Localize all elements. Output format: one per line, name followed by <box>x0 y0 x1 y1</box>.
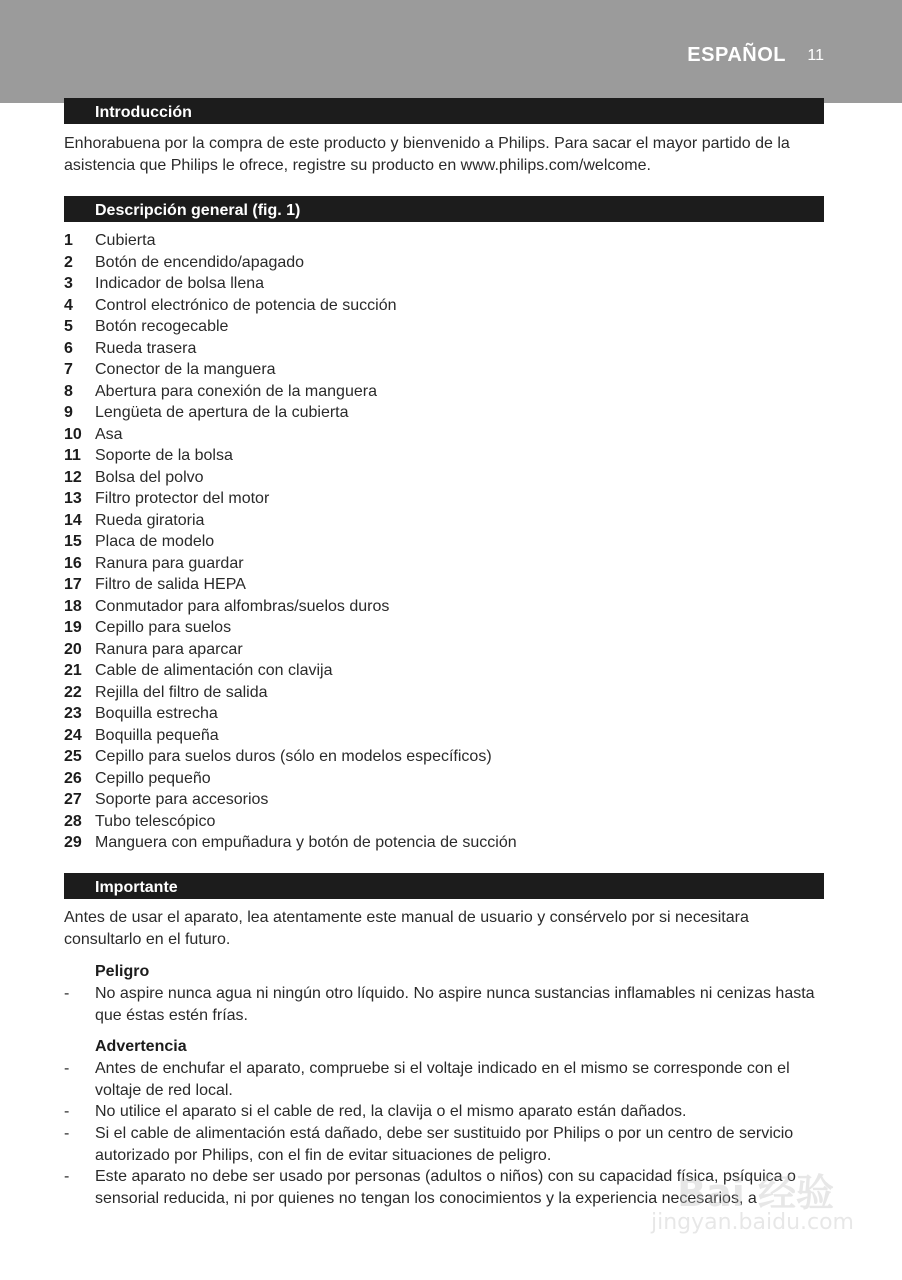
bullet-dash: - <box>64 1060 70 1077</box>
section-title-introduccion: Introducción <box>64 98 824 124</box>
list-item-label: Manguera con empuñadura y botón de potencia de succión <box>95 834 517 851</box>
list-item-label: Rueda trasera <box>95 339 197 357</box>
list-item-number: 27 <box>64 791 82 808</box>
peligro-item <box>64 983 828 1027</box>
list-item-number: 1 <box>64 232 73 249</box>
bullet-dash: - <box>64 1103 70 1120</box>
list-item-label: Cepillo pequeño <box>95 769 211 787</box>
list-item-label: Conector de la manguera <box>95 361 276 378</box>
list-item-label: Rueda giratoria <box>95 511 205 529</box>
list-item-number: 5 <box>64 318 73 335</box>
list-item <box>64 832 824 854</box>
bullet-text: Antes de enchufar el aparato, compruebe si el voltaje indicado en el mismo se corresponde con el voltaje de red local. <box>95 1060 790 1099</box>
list-item-label: Ranura para guardar <box>95 554 244 572</box>
list-item <box>64 703 824 725</box>
list-item <box>64 316 824 338</box>
list-item <box>64 639 824 661</box>
list-item-label: Filtro protector del motor <box>95 490 270 507</box>
list-item-number: 23 <box>64 705 82 722</box>
list-item <box>64 338 824 360</box>
advertencia-item <box>64 1058 828 1102</box>
list-item <box>64 381 824 403</box>
list-item-number: 18 <box>64 597 82 615</box>
list-item <box>64 273 824 295</box>
list-item <box>64 445 824 467</box>
list-item-number: 2 <box>64 253 73 271</box>
list-item-number: 14 <box>64 511 82 529</box>
list-item <box>64 402 824 424</box>
list-item <box>64 531 824 553</box>
list-item-number: 9 <box>64 404 73 421</box>
list-item <box>64 553 824 575</box>
list-item-label: Botón de encendido/apagado <box>95 253 305 271</box>
list-item <box>64 424 824 446</box>
list-item <box>64 596 824 618</box>
list-item-label: Soporte de la bolsa <box>95 447 233 464</box>
list-item-number: 26 <box>64 769 82 787</box>
list-item <box>64 725 824 747</box>
bullet-text: No utilice el aparato si el cable de red, la clavija o el mismo aparato están dañados. <box>95 1103 687 1120</box>
bullet-text: Este aparato no debe ser usado por personas (adultos o niños) con su capacidad física, psíquica o sensorial reducida, ni por quienes no tengan los conocimientos y la experiencia necesarios, a <box>95 1168 796 1207</box>
advertencia-item <box>64 1166 828 1210</box>
list-item-number: 17 <box>64 576 82 593</box>
list-item <box>64 682 824 704</box>
bullet-text: No aspire nunca agua ni ningún otro líquido. No aspire nunca sustancias inflamables ni cenizas hasta que éstas estén frías. <box>95 985 815 1024</box>
list-item-label: Bolsa del polvo <box>95 468 204 486</box>
advertencia-item <box>64 1123 828 1167</box>
list-item <box>64 660 824 682</box>
list-item-label: Cepillo para suelos <box>95 619 232 636</box>
list-item-number: 4 <box>64 296 73 314</box>
list-item-label: Ranura para aparcar <box>95 640 243 658</box>
list-item <box>64 252 824 274</box>
list-item <box>64 467 824 489</box>
list-item-number: 24 <box>64 726 82 744</box>
list-item-label: Cubierta <box>95 232 156 249</box>
list-item-number: 12 <box>64 468 82 486</box>
list-item-label: Control electrónico de potencia de succión <box>95 296 397 314</box>
bullet-dash: - <box>64 985 70 1002</box>
advertencia-heading: Advertencia <box>95 1038 187 1055</box>
list-item-label: Indicador de bolsa llena <box>95 275 265 292</box>
list-item-label: Boquilla estrecha <box>95 705 218 722</box>
list-item-label: Soporte para accesorios <box>95 791 269 808</box>
peligro-heading: Peligro <box>95 963 150 980</box>
advertencia-item <box>64 1101 828 1123</box>
list-item-number: 8 <box>64 382 73 400</box>
list-item-label: Tubo telescópico <box>95 812 216 830</box>
list-item-label: Asa <box>95 425 123 443</box>
importante-paragraph: Antes de usar el aparato, lea atentamente este manual de usuario y consérvelo por si necesitara consultarlo en el futuro. <box>64 909 749 948</box>
list-item-number: 22 <box>64 683 82 701</box>
watermark-url: jingyan.baidu.com <box>650 1210 854 1235</box>
bullet-text: Si el cable de alimentación está dañado, debe ser sustituido por Philips o por un centro de servicio autorizado por Philips, con el fin de evitar situaciones de peligro. <box>95 1125 794 1164</box>
list-item <box>64 768 824 790</box>
list-item <box>64 359 824 381</box>
section-title-descripcion: Descripción general (fig. 1) <box>64 196 824 222</box>
list-item <box>64 746 824 768</box>
list-item-label: Lengüeta de apertura de la cubierta <box>95 404 349 421</box>
list-item-number: 21 <box>64 662 82 679</box>
list-item-number: 3 <box>64 275 73 292</box>
bullet-dash: - <box>64 1168 70 1185</box>
list-item <box>64 295 824 317</box>
list-item-label: Placa de modelo <box>95 533 215 550</box>
list-item-number: 11 <box>64 447 81 464</box>
bullet-dash: - <box>64 1125 70 1142</box>
list-item <box>64 811 824 833</box>
list-item-number: 10 <box>64 425 82 443</box>
list-item <box>64 230 824 252</box>
list-item-number: 15 <box>64 533 82 550</box>
list-item-number: 20 <box>64 640 82 658</box>
list-item <box>64 617 824 639</box>
list-item-number: 6 <box>64 339 73 357</box>
page-number: 11 <box>807 47 824 64</box>
list-item-label: Cepillo para suelos duros (sólo en modelos específicos) <box>95 748 492 765</box>
intro-paragraph: Enhorabuena por la compra de este producto y bienvenido a Philips. Para sacar el mayor partido de la asistencia que Philips le ofrece, registre su producto en www.philips.com/welcome. <box>64 135 790 174</box>
list-item-label: Rejilla del filtro de salida <box>95 683 268 701</box>
header-language: ESPAÑOL <box>687 44 786 66</box>
list-item-number: 29 <box>64 834 82 851</box>
list-item-number: 25 <box>64 748 82 765</box>
list-item <box>64 510 824 532</box>
list-item <box>64 488 824 510</box>
list-item-label: Conmutador para alfombras/suelos duros <box>95 597 390 615</box>
list-item-number: 13 <box>64 490 82 507</box>
list-item-number: 19 <box>64 619 82 636</box>
list-item <box>64 574 824 596</box>
list-item-label: Filtro de salida HEPA <box>95 576 246 593</box>
section-title-importante: Importante <box>64 873 824 899</box>
list-item-number: 7 <box>64 361 73 378</box>
list-item-number: 16 <box>64 554 82 572</box>
list-item <box>64 789 824 811</box>
list-item-label: Abertura para conexión de la manguera <box>95 382 377 400</box>
watermark-logo-text: Bai 经验 <box>677 1171 834 1215</box>
list-item-number: 28 <box>64 812 82 830</box>
list-item-label: Cable de alimentación con clavija <box>95 662 333 679</box>
parts-list <box>64 230 824 854</box>
list-item-label: Boquilla pequeña <box>95 726 219 744</box>
list-item-label: Botón recogecable <box>95 318 229 335</box>
